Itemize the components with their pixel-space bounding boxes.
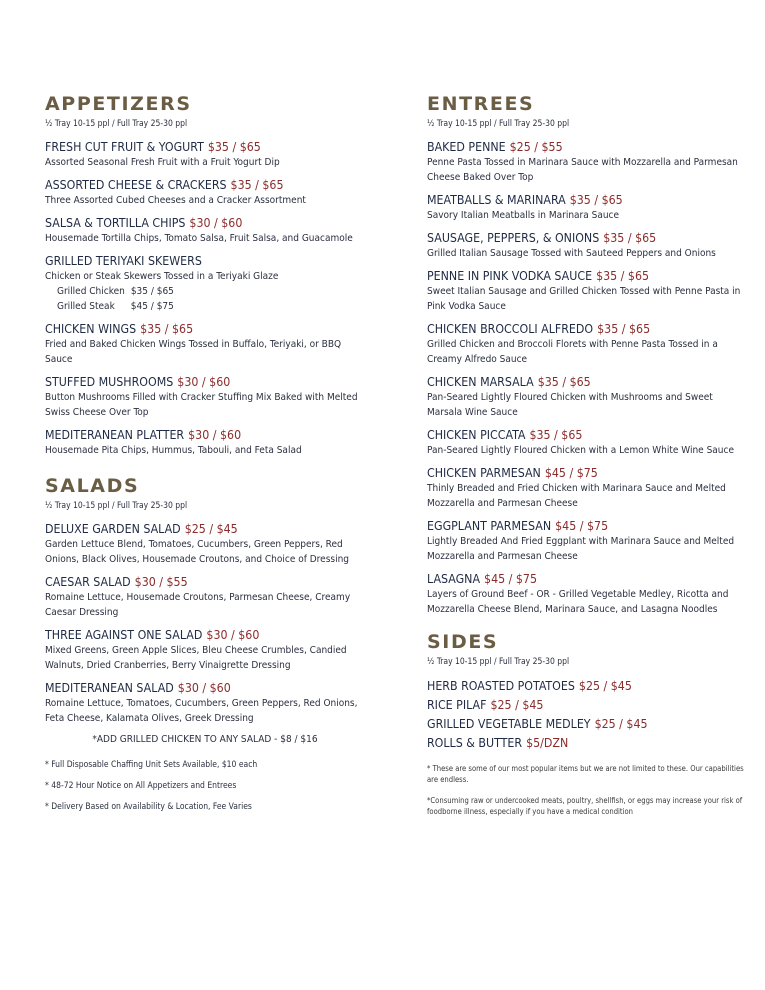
item-name: CHICKEN PARMESAN xyxy=(427,466,541,480)
menu-item-three-against-one-salad xyxy=(45,627,365,673)
item-price: $30 / $60 xyxy=(177,681,231,695)
sides-tray-note: ½ Tray 10-15 ppl / Full Tray 25-30 ppl xyxy=(427,657,570,667)
item-name: SALSA & TORTILLA CHIPS xyxy=(45,216,186,230)
item-price: $35 / $65 xyxy=(603,231,657,245)
item-price: $25 / $45 xyxy=(490,698,544,712)
item-description: Assorted Seasonal Fresh Fruit with a Fruit Yogurt Dip xyxy=(45,157,280,168)
item-description: Chicken or Steak Skewers Tossed in a Teriyaki Glaze xyxy=(45,271,279,282)
option-label: Grilled Steak xyxy=(57,301,115,312)
option-label: Grilled Chicken xyxy=(57,286,125,297)
item-price: $30 / $60 xyxy=(177,375,231,389)
item-name: LASAGNA xyxy=(427,572,481,586)
menu-item-chicken-piccata xyxy=(427,427,747,458)
menu-item-chicken-wings xyxy=(45,321,365,367)
item-name: SAUSAGE, PEPPERS, & ONIONS xyxy=(427,231,600,245)
item-price: $35 / $65 xyxy=(529,428,583,442)
item-option xyxy=(45,299,365,314)
menu-item-eggplant-parmesan xyxy=(427,518,747,564)
item-price: $45 / $75 xyxy=(484,572,538,586)
item-description: Three Assorted Cubed Cheeses and a Cracker Assortment xyxy=(45,195,306,206)
item-name: CHICKEN MARSALA xyxy=(427,375,534,389)
menu-item-lasagna xyxy=(427,571,747,617)
item-name: CHICKEN WINGS xyxy=(45,322,137,336)
item-name: MEDITERANEAN PLATTER xyxy=(45,428,185,442)
item-price: $25 / $45 xyxy=(184,522,238,536)
item-description: Housemade Pita Chips, Hummus, Tabouli, and Feta Salad xyxy=(45,445,302,456)
item-description: Mixed Greens, Green Apple Slices, Bleu Cheese Crumbles, Candied Walnuts, Dried Cranberries, Berry Vinaigrette Dressing xyxy=(45,645,347,671)
item-description: Garden Lettuce Blend, Tomatoes, Cucumbers, Green Peppers, Red Onions, Black Olives, Housemade Croutons, and Choice of Dressing xyxy=(45,539,349,565)
side-item xyxy=(427,677,747,696)
add-chicken-note: *ADD GRILLED CHICKEN TO ANY SALAD - $8 / $16 xyxy=(92,734,318,745)
fine-print-note: * These are some of our most popular items but we are not limited to these. Our capabilities are endless. xyxy=(427,764,744,784)
item-price: $45 / $75 xyxy=(544,466,598,480)
menu-item-mediterranean-platter xyxy=(45,427,365,458)
item-description: Lightly Breaded And Fried Eggplant with Marinara Sauce and Melted Mozzarella and Parmesan Cheese xyxy=(427,536,735,562)
item-description: Penne Pasta Tossed in Marinara Sauce with Mozzarella and Parmesan Cheese Baked Over Top xyxy=(427,157,738,183)
item-price: $25 / $45 xyxy=(578,679,632,693)
item-price: $25 / $45 xyxy=(594,717,648,731)
menu-item-chicken-marsala xyxy=(427,374,747,420)
item-name: GRILLED VEGETABLE MEDLEY xyxy=(427,717,591,731)
item-price: $30 / $60 xyxy=(189,216,243,230)
item-description: Thinly Breaded and Fried Chicken with Marinara Sauce and Melted Mozzarella and Parmesan Cheese xyxy=(427,483,726,509)
item-description: Romaine Lettuce, Tomatoes, Cucumbers, Green Peppers, Red Onions, Feta Cheese, Kalamata Olives, Greek Dressing xyxy=(45,698,358,724)
item-name: PENNE IN PINK VODKA SAUCE xyxy=(427,269,593,283)
item-option xyxy=(45,284,365,299)
menu-item-caesar-salad xyxy=(45,574,365,620)
item-name: ROLLS & BUTTER xyxy=(427,736,523,750)
menu-item-stuffed-mushrooms xyxy=(45,374,365,420)
menu-item-salsa-chips xyxy=(45,215,365,246)
menu-item-cheese-crackers xyxy=(45,177,365,208)
item-name: CHICKEN PICCATA xyxy=(427,428,526,442)
menu-item-chicken-broccoli-alfredo xyxy=(427,321,747,367)
item-price: $35 / $65 xyxy=(207,140,261,154)
item-description: Fried and Baked Chicken Wings Tossed in Buffalo, Teriyaki, or BBQ Sauce xyxy=(45,339,342,365)
item-description: Grilled Italian Sausage Tossed with Sauteed Peppers and Onions xyxy=(427,248,716,259)
menu-item-teriyaki-skewers xyxy=(45,253,365,314)
item-price: $35 / $65 xyxy=(140,322,194,336)
appetizers-title: APPETIZERS xyxy=(45,93,192,115)
item-name: CAESAR SALAD xyxy=(45,575,131,589)
menu-item-garden-salad xyxy=(45,521,365,567)
item-name: GRILLED TERIYAKI SKEWERS xyxy=(45,254,202,268)
item-name: RICE PILAF xyxy=(427,698,487,712)
item-name: CHICKEN BROCCOLI ALFREDO xyxy=(427,322,594,336)
salads-tray-note: ½ Tray 10-15 ppl / Full Tray 25-30 ppl xyxy=(45,501,188,511)
item-name: BAKED PENNE xyxy=(427,140,506,154)
item-price: $25 / $55 xyxy=(509,140,563,154)
side-item xyxy=(427,715,747,734)
footnotes xyxy=(45,759,365,813)
item-name: EGGPLANT PARMESAN xyxy=(427,519,552,533)
salads-title: SALADS xyxy=(45,475,140,497)
appetizers-tray-note: ½ Tray 10-15 ppl / Full Tray 25-30 ppl xyxy=(45,119,188,129)
entrees-tray-note: ½ Tray 10-15 ppl / Full Tray 25-30 ppl xyxy=(427,119,570,129)
item-name: FRESH CUT FRUIT & YOGURT xyxy=(45,140,204,154)
item-price: $5/DZN xyxy=(526,736,569,750)
item-name: DELUXE GARDEN SALAD xyxy=(45,522,181,536)
option-price: $35 / $65 xyxy=(130,286,174,297)
sides-section xyxy=(427,631,747,753)
right-column xyxy=(427,93,747,827)
salads-section xyxy=(45,475,365,747)
item-name: ASSORTED CHEESE & CRACKERS xyxy=(45,178,227,192)
item-description: Pan-Seared Lightly Floured Chicken with Mushrooms and Sweet Marsala Wine Sauce xyxy=(427,392,713,418)
item-price: $35 / $65 xyxy=(230,178,284,192)
side-item xyxy=(427,696,747,715)
footnote: * 48-72 Hour Notice on All Appetizers and Entrees xyxy=(45,781,237,791)
item-name: STUFFED MUSHROOMS xyxy=(45,375,174,389)
item-price: $30 / $55 xyxy=(134,575,188,589)
item-name: THREE AGAINST ONE SALAD xyxy=(45,628,203,642)
item-price: $35 / $65 xyxy=(537,375,591,389)
item-description: Layers of Ground Beef - OR - Grilled Vegetable Medley, Ricotta and Mozzarella Cheese Blend, Marinara Sauce, and Lasagna Noodles xyxy=(427,589,729,615)
item-description: Housemade Tortilla Chips, Tomato Salsa, Fruit Salsa, and Guacamole xyxy=(45,233,353,244)
item-price: $35 / $65 xyxy=(596,269,650,283)
item-price: $30 / $60 xyxy=(206,628,260,642)
sides-title: SIDES xyxy=(427,631,499,653)
fine-print xyxy=(427,763,747,817)
item-description: Savory Italian Meatballs in Marinara Sauce xyxy=(427,210,620,221)
menu-item-baked-penne xyxy=(427,139,747,185)
sides-list xyxy=(427,677,747,753)
item-price: $35 / $65 xyxy=(597,322,651,336)
item-description: Pan-Seared Lightly Floured Chicken with a Lemon White Wine Sauce xyxy=(427,445,734,456)
menu-item-chicken-parmesan xyxy=(427,465,747,511)
menu-item-penne-pink-vodka xyxy=(427,268,747,314)
menu-item-meatballs-marinara xyxy=(427,192,747,223)
item-price: $45 / $75 xyxy=(555,519,609,533)
item-price: $35 / $65 xyxy=(569,193,623,207)
appetizers-section xyxy=(45,93,365,458)
side-item xyxy=(427,734,747,753)
item-description: Sweet Italian Sausage and Grilled Chicken Tossed with Penne Pasta in Pink Vodka Sauce xyxy=(427,286,741,312)
option-price: $45 / $75 xyxy=(130,301,174,312)
item-name: HERB ROASTED POTATOES xyxy=(427,679,575,693)
menu-item-sausage-peppers-onions xyxy=(427,230,747,261)
item-description: Grilled Chicken and Broccoli Florets with Penne Pasta Tossed in a Creamy Alfredo Sauce xyxy=(427,339,718,365)
menu-item-fresh-cut-fruit xyxy=(45,139,365,170)
left-column xyxy=(45,93,365,822)
entrees-title: ENTREES xyxy=(427,93,535,115)
item-description: Romaine Lettuce, Housemade Croutons, Parmesan Cheese, Creamy Caesar Dressing xyxy=(45,592,351,618)
item-name: MEATBALLS & MARINARA xyxy=(427,193,566,207)
footnote: * Delivery Based on Availability & Location, Fee Varies xyxy=(45,802,252,812)
entrees-section xyxy=(427,93,747,617)
item-description: Button Mushrooms Filled with Cracker Stuffing Mix Baked with Melted Swiss Cheese Over Top xyxy=(45,392,358,418)
item-name: MEDITERANEAN SALAD xyxy=(45,681,174,695)
menu-item-mediterranean-salad xyxy=(45,680,365,726)
fine-print-warning: *Consuming raw or undercooked meats, poultry, shellfish, or eggs may increase your risk of foodborne illness, especially if you have a medical condition xyxy=(427,796,743,816)
footnote: * Full Disposable Chaffing Unit Sets Available, $10 each xyxy=(45,760,258,770)
item-price: $30 / $60 xyxy=(188,428,242,442)
